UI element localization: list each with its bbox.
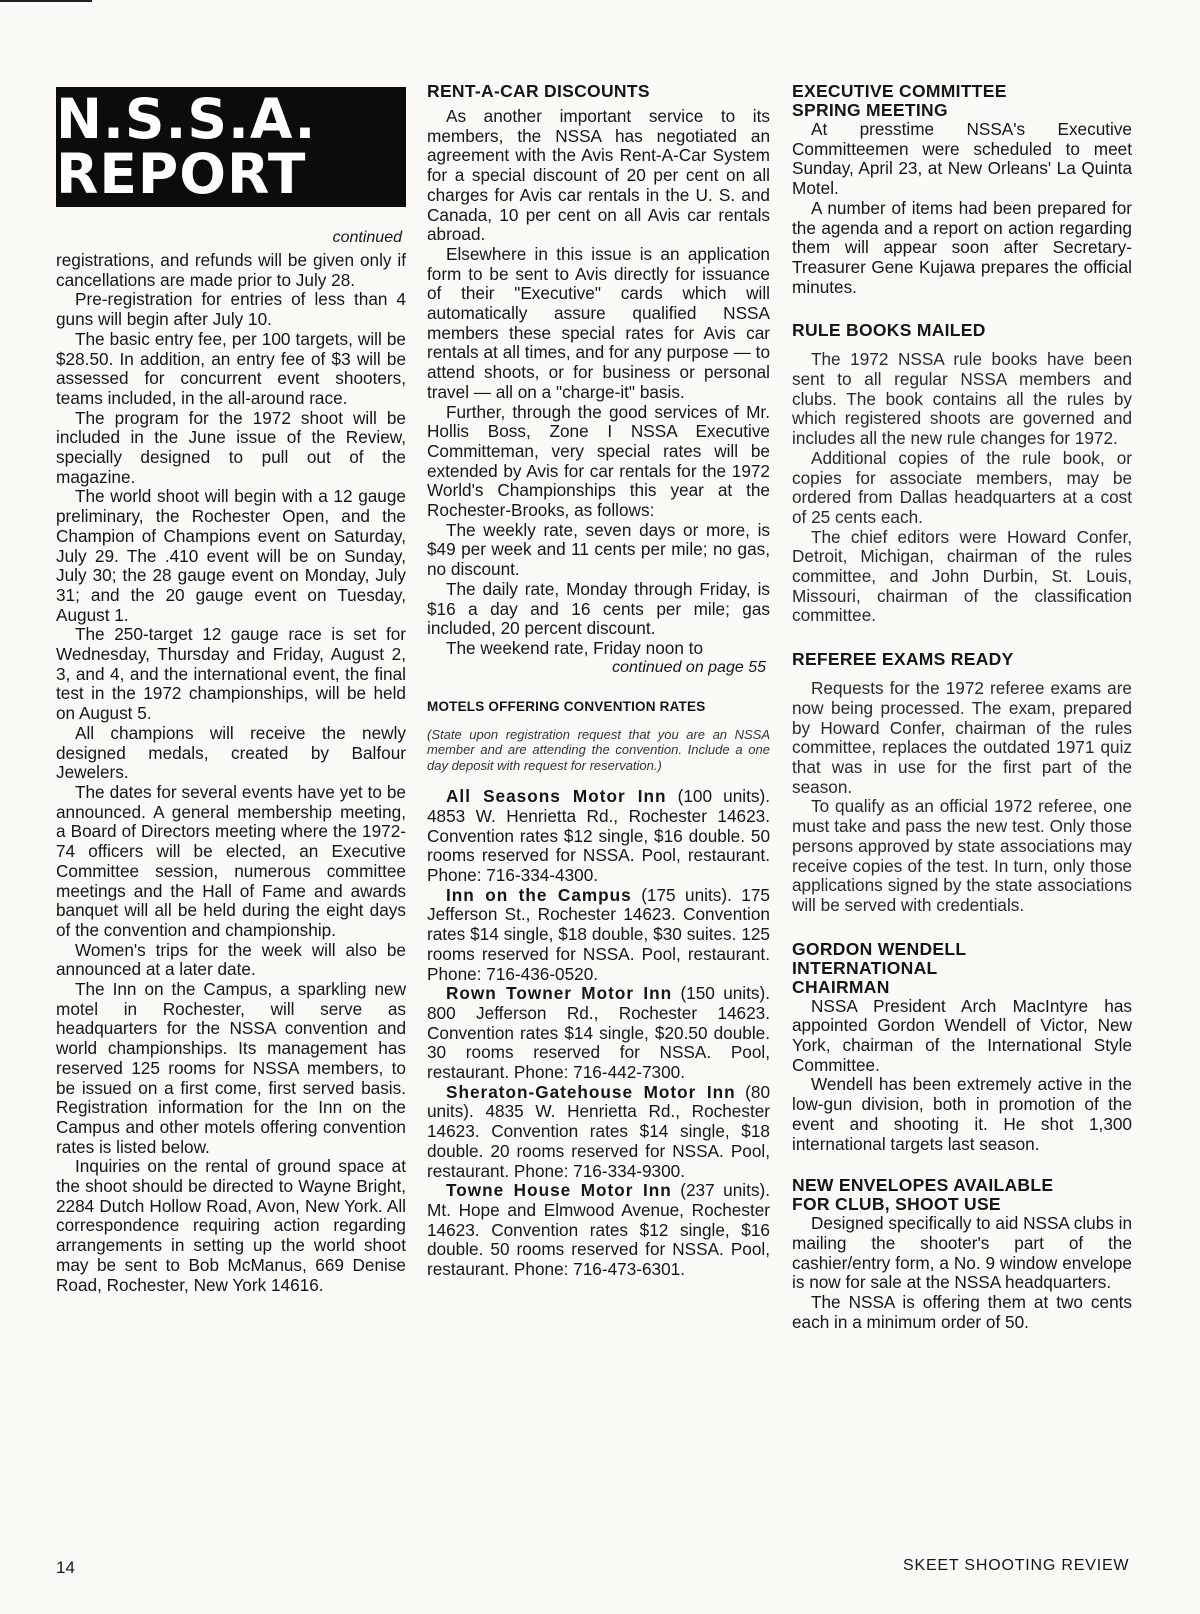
column-right [792, 82, 1132, 1332]
paragraph: The Inn on the Campus, a sparkling new motel in Rochester, will serve as headquarters for the NSSA convention and world championships. Its management has reserved 125 rooms for NSSA members, to be issued on a first come, first served basis. Registration information for the Inn on the Campus and other motels offering convention rates is listed below. [56, 979, 406, 1157]
referee-heading: REFEREE EXAMS READY [792, 649, 1014, 670]
motel-entry [427, 1181, 770, 1280]
motel-name: All Seasons Motor Inn [446, 786, 667, 807]
paragraph: To qualify as an official 1972 referee, one must take and pass the new test. Only those persons approved by state associations may receive copies of the test. In turn, only those applications signed by the state associations will be served with credentials. [792, 796, 1132, 915]
paragraph: A number of items had been prepared for the agenda and a report on action regarding them will appear soon after Secretary-Treasurer Gene Kujawa prepares the official minutes. [792, 197, 1132, 297]
continued-label: continued [332, 229, 402, 246]
paragraph: As another important service to its members, the NSSA has negotiated an agreement with the Avis Rent-A-Car System for a special discount of 20 per cent on all charges for Avis car rentals in the U. S. and Canada, 10 per cent on all Avis car rentals abroad. [427, 106, 770, 245]
motel-name: Inn on the Campus [446, 884, 632, 905]
motel-details: (100 units). 4853 W. Henrietta Rd., Rochester 14623. Convention rates $12 single, $16 double. 50 rooms reserved for NSSA. Pool, restaurant. Phone: 716-334-4300. [427, 786, 770, 885]
paragraph: Inquiries on the rental of ground space at the shoot should be directed to Wayne Bright, 2284 Dutch Hollow Road, Avon, New York. All correspondence requiring action regarding arrangements in setting up the world shoot may be sent to Bob McManus, 669 Denise Road, Rochester, New York 14616. [56, 1156, 406, 1295]
paragraph: Additional copies of the rule book, or copies for associate members, may be ordered from Dallas headquarters at a cost of 25 cents each. [792, 447, 1132, 527]
paragraph: Pre-registration for entries of less than 4 guns will begin after July 10. [56, 289, 406, 330]
envelopes-heading-line2: FOR CLUB, SHOOT USE [792, 1194, 1001, 1215]
paragraph: Women's trips for the week will also be announced at a later date. [56, 939, 406, 980]
wendell-heading [792, 940, 1132, 997]
paragraph: The weekly rate, seven days or more, is $49 per week and 11 cents per mile; no gas, no discount. [427, 519, 770, 580]
paragraph: Further, through the good services of Mr. Hollis Boss, Zone I NSSA Executive Committeman, very special rates will be extended by Avis for car rentals for the 1972 World's Championships this year at the Rochester-Brooks, as follows: [427, 401, 770, 521]
wendell-heading-line2: INTERNATIONAL [792, 957, 938, 978]
paragraph: The 1972 NSSA rule books have been sent to all regular NSSA members and clubs. The book contains all the rules by which registered shoots are governed and includes all the new rule changes for 1972. [792, 349, 1132, 449]
corner-rule [0, 0, 92, 2]
paragraph: Designed specifically to aid NSSA clubs in mailing the shooter's part of the cashier/entry form, a No. 9 window envelope is now for sale at the NSSA headquarters. [792, 1213, 1132, 1293]
paragraph: The dates for several events have yet to be announced. A general membership meeting, a Board of Directors meeting where the 1972-74 officers will be elected, an Executive Committee session, numerous committee meetings and the Hall of Fame and awards banquet will all be held during the eight days of the convention and championship. [56, 781, 406, 940]
wendell-heading-line1: GORDON WENDELL [792, 938, 967, 959]
motel-details: (80 units). 4835 W. Henrietta Rd., Rochester 14623. Convention rates $14 single, $18 double. 20 rooms reserved for NSSA. Pool, restaurant. Phone: 716-334-9300. [427, 1081, 771, 1181]
paragraph: Wendell has been extremely active in the low-gun division, both in promotion of the event and shooting it. He shot 1,300 international targets last season. [792, 1074, 1132, 1154]
paragraph: The weekend rate, Friday noon to [446, 637, 704, 658]
motel-name: Towne House Motor Inn [446, 1180, 672, 1201]
motel-entry [427, 886, 770, 985]
continued-on-page: continued on page 55 [612, 658, 766, 676]
paragraph: At presstime NSSA's Executive Committeemen were scheduled to meet Sunday, April 23, at New Orleans' La Quinta Motel. [792, 119, 1132, 199]
wendell-heading-line3: CHAIRMAN [792, 976, 890, 997]
page-number: 14 [56, 1558, 75, 1577]
envelopes-heading-line1: NEW ENVELOPES AVAILABLE [792, 1175, 1054, 1196]
paragraph: Requests for the 1972 referee exams are now being processed. The exam, prepared by Howard Confer, chairman of the rules committee, replaces the outdated 1971 quiz that was in use for the first part of the season. [792, 678, 1132, 797]
paragraph: NSSA President Arch MacIntyre has appointed Gordon Wendell of Victor, New York, chairman of the International Style Committee. [792, 995, 1132, 1075]
column-middle [427, 82, 770, 1280]
rulebooks-heading: RULE BOOKS MAILED [792, 320, 986, 341]
motels-heading: MOTELS OFFERING CONVENTION RATES [427, 698, 706, 714]
motel-details: (150 units). 800 Jefferson Rd., Rochester 14623. Convention rates $14 single, $20.50 double. 30 rooms reserved for NSSA. Pool, restaurant. Phone: 716-442-7300. [427, 983, 770, 1083]
paragraph: The world shoot will begin with a 12 gauge preliminary, the Rochester Open, and the Champion of Champions event on Saturday, July 29. The .410 event will be on Sunday, July 30; the 28 gauge event on Monday, July 31; and the 20 gauge event on Tuesday, August 1. [56, 486, 406, 625]
envelopes-heading [792, 1176, 1132, 1214]
paragraph: Elsewhere in this issue is an application form to be sent to Avis directly for issuance of their "Executive" cards which will automatically assure qualified NSSA members these special rates for Avis car rentals at all times, and for any purpose — to attend shoots, or for business or personal travel — all on a "charge-it" basis. [427, 243, 770, 402]
paragraph: The chief editors were Howard Confer, Detroit, Michigan, chairman of the rules committee, and John Durbin, St. Louis, Missouri, chairman of the classification committee. [792, 526, 1132, 626]
paragraph: The program for the 1972 shoot will be included in the June issue of the Review, specially designed to pull out of the magazine. [56, 407, 406, 487]
motel-details: (175 units). 175 Jefferson St., Rochester 14623. Convention rates $14 single, $18 double, $30 suites. 125 rooms reserved for NSSA. Pool, restaurant. Phone: 716-436-0520. [427, 884, 770, 984]
motel-name: Rown Towner Motor Inn [446, 983, 673, 1004]
paragraph: The 250-target 12 gauge race is set for Wednesday, Thursday and Friday, August 2, 3, and 4, and the international event, the final test in the 1972 championships, will be held on August 5. [56, 624, 406, 724]
report-banner: N.S.S.A. REPORT [56, 87, 406, 207]
paragraph: registrations, and refunds will be given only if cancellations are made prior to July 28. [56, 250, 406, 290]
motel-entry [427, 787, 770, 886]
publication-name: SKEET SHOOTING REVIEW [903, 1557, 1130, 1574]
paragraph: The basic entry fee, per 100 targets, will be $28.50. In addition, an entry fee of $3 will be assessed for concurrent event shooters, teams included, in the all-around race. [56, 328, 406, 408]
exec-heading-line2: SPRING MEETING [792, 100, 948, 120]
exec-heading [792, 82, 1132, 120]
motel-entry [427, 984, 770, 1083]
column-left [56, 82, 406, 1295]
motel-details: (237 units). Mt. Hope and Elmwood Avenue, Rochester 14623. Convention rates $12 single, $16 double. 50 rooms reserved for NSSA. Pool, restaurant. Phone: 716-473-6301. [427, 1180, 770, 1280]
motel-entry [427, 1083, 770, 1182]
paragraph: All champions will receive the newly designed medals, created by Balfour Jewelers. [56, 722, 406, 783]
motel-name: Sheraton-Gatehouse Motor Inn [446, 1081, 736, 1102]
rentacar-heading: RENT-A-CAR DISCOUNTS [427, 81, 650, 101]
exec-heading-line1: EXECUTIVE COMMITTEE [792, 81, 1007, 101]
motels-note: (State upon registration request that you are an NSSA member and are attending the convention. Include a one day deposit with request for reservation.) [427, 726, 770, 773]
paragraph: The daily rate, Monday through Friday, is $16 a day and 16 cents per mile; gas included, 20 percent discount. [427, 578, 770, 639]
paragraph: The NSSA is offering them at two cents each in a minimum order of 50. [792, 1292, 1132, 1332]
